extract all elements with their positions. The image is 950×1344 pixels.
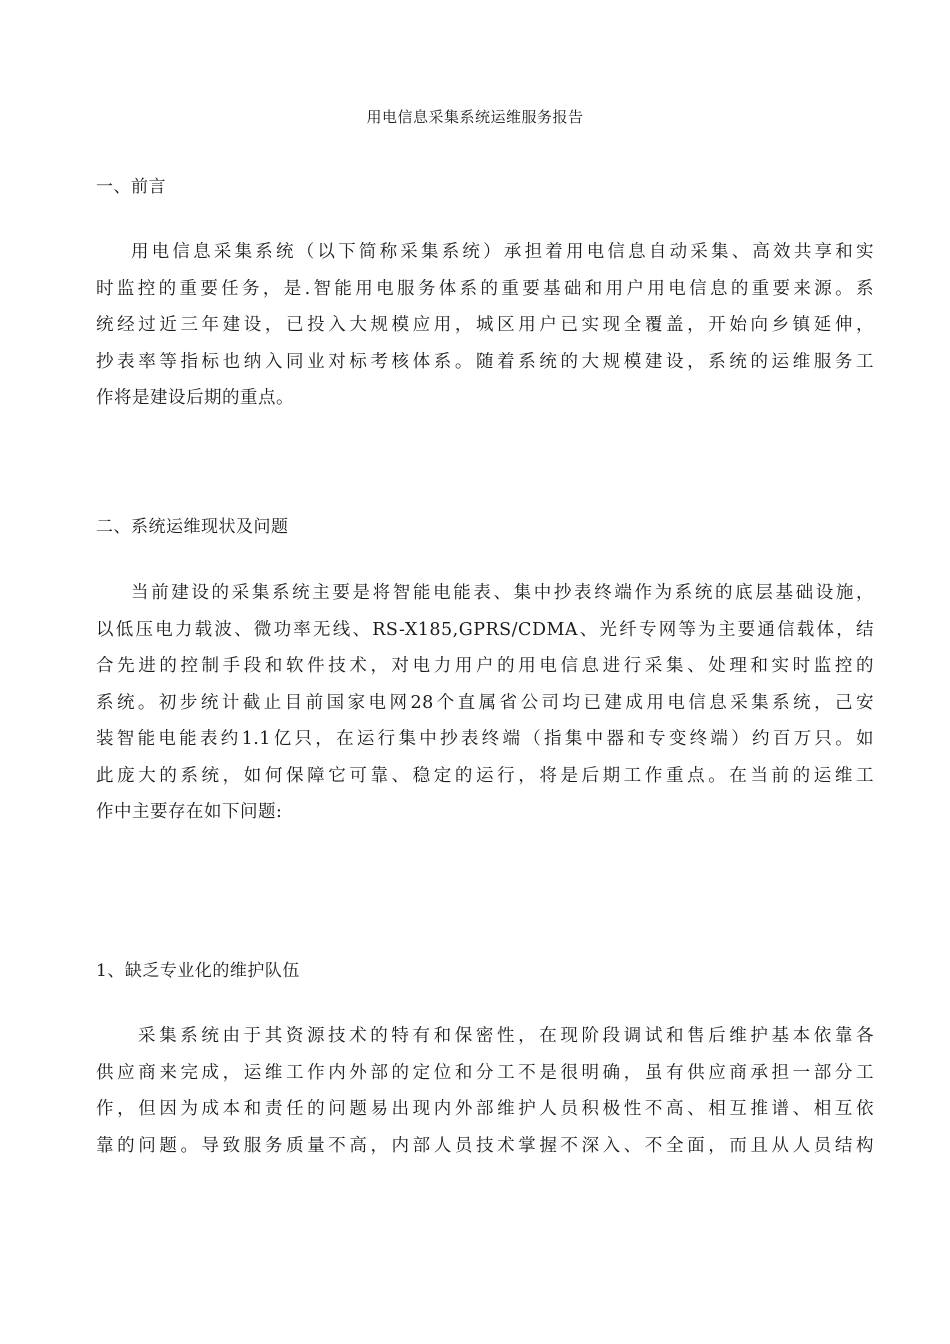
paragraph-line: 此庞大的系统，如何保障它可靠、稳定的运行，将是后期工作重点。在当前的运维工 xyxy=(96,765,874,786)
paragraph-line: 供应商来完成，运维工作内外部的定位和分工不是很明确，虽有供应商承担一部分工 xyxy=(96,1062,874,1083)
paragraph-line: 作将是建设后期的重点。 xyxy=(96,388,294,408)
paragraph-line: 装智能电能表约1.1亿只，在运行集中抄表终端（指集中器和专变终端）约百万只。如 xyxy=(96,729,874,749)
section-heading-status: 二、系统运维现状及问题 xyxy=(96,517,289,537)
paragraph-line: 合先进的控制手段和软件技术，对电力用户的用电信息进行采集、处理和实时监控的 xyxy=(96,656,874,676)
paragraph-status xyxy=(96,575,874,831)
document-title: 用电信息采集系统运维服务报告 xyxy=(366,108,584,126)
paragraph-line: 作，但因为成本和责任的问题易出现内外部维护人员积极性不高、相互推谱、相互依 xyxy=(96,1099,874,1119)
paragraph-line: 用电信息采集系统（以下简称采集系统）承担着用电信息自动采集、高效共享和实 xyxy=(131,242,874,262)
paragraph-line: 以低压电力载波、微功率无线、RS-X185,GPRS/CDMA、光纤专网等为主要通信载体，结 xyxy=(96,619,874,640)
section-heading-preface: 一、前言 xyxy=(96,177,166,197)
paragraph-maintenance-team xyxy=(96,1018,874,1164)
paragraph-line: 作中主要存在如下问题: xyxy=(96,802,283,822)
paragraph-line: 抄表率等指标也纳入同业对标考核体系。随着系统的大规模建设，系统的运维服务工 xyxy=(96,351,874,372)
paragraph-line: 时监控的重要任务，是.智能用电服务体系的重要基础和用户用电信息的重要来源。系 xyxy=(96,278,874,299)
paragraph-line: 系统。初步统计截止目前国家电网28个直属省公司均已建成用电信息采集系统，己安 xyxy=(96,692,874,713)
paragraph-preface xyxy=(96,234,874,417)
paragraph-line: 统经过近三年建设，已投入大规模应用，城区用户已实现全覆盖，开始向乡镇延伸， xyxy=(96,315,874,335)
subsection-heading-maintenance-team: 1、缺乏专业化的维护队伍 xyxy=(96,961,300,981)
paragraph-line: 靠的问题。导致服务质量不高，内部人员技术掌握不深入、不全面，而且从人员结构 xyxy=(96,1135,874,1156)
paragraph-line: 采集系统由于其资源技术的特有和保密性，在现阶段调试和售后维护基本依靠各 xyxy=(138,1026,874,1046)
paragraph-line: 当前建设的采集系统主要是将智能电能表、集中抄表终端作为系统的底层基础设施， xyxy=(131,583,874,603)
